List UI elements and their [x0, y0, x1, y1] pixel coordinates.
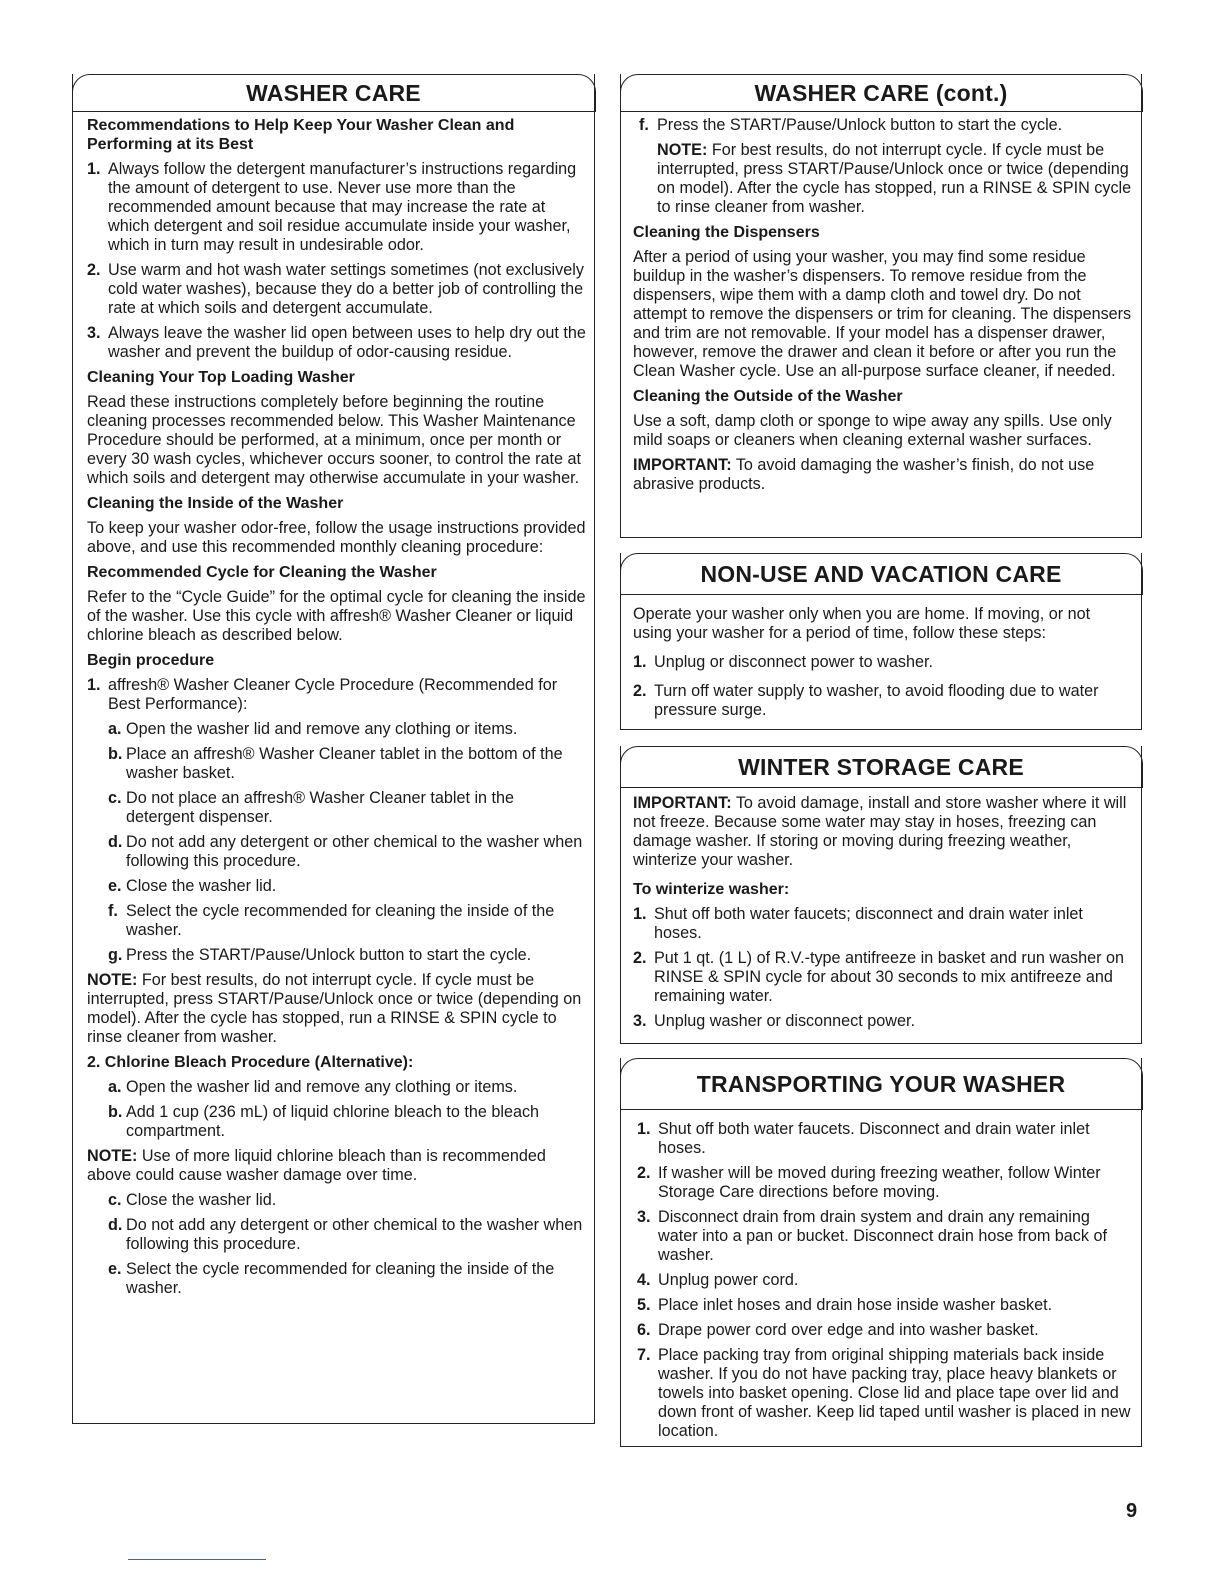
washer-care-section — [72, 74, 595, 1424]
sub-item: e. Select the cycle recommended for cleaning the inside of the washer. — [108, 1260, 555, 1297]
sub-item: f. Press the START/Pause/Unlock button to start the cycle. — [639, 116, 1063, 134]
paragraph: Operate your washer only when you are home. If moving, or not using your washer for a period of time, follow these steps: — [633, 605, 1091, 642]
sub-item: a. Open the washer lid and remove any clothing or items. — [108, 1078, 518, 1096]
list-item: 2. Turn off water supply to washer, to avoid flooding due to water pressure surge. — [633, 682, 1099, 719]
section-content — [73, 112, 594, 1312]
paragraph: To keep your washer odor-free, follow the usage instructions provided above, and use this recommended monthly cleaning procedure: — [87, 519, 586, 556]
heading-cleaning-outside: Cleaning the Outside of the Washer — [633, 388, 903, 405]
note: NOTE: Use of more liquid chlorine bleach than is recommended above could cause washer damage over time. — [87, 1147, 546, 1184]
list-item: 2. Put 1 qt. (1 L) of R.V.-type antifreeze in basket and run washer on RINSE & SPIN cycle for about 30 seconds to mix antifreeze and remaining water. — [633, 949, 1125, 1005]
heading-chlorine-procedure: 2. Chlorine Bleach Procedure (Alternative): — [87, 1054, 414, 1071]
list-item: 7. Place packing tray from original shipping materials back inside washer. If you do not have packing tray, place heavy blankets or towels into basket opening. Close lid and place tape over lid and down front of washer. Keep lid taped until washer is placed in new location. — [637, 1346, 1131, 1440]
section-title: WASHER CARE (cont.) — [620, 74, 1143, 112]
heading-cleaning-top-loading: Cleaning Your Top Loading Washer — [87, 369, 355, 386]
note: NOTE: For best results, do not interrupt cycle. If cycle must be interrupted, press START/Pause/Unlock once or twice (depending on model). After the cycle has stopped, run a RINSE & SPIN cycle to rinse cleaner from washer. — [657, 141, 1132, 216]
sub-item: g. Press the START/Pause/Unlock button to start the cycle. — [108, 946, 532, 964]
section-content — [621, 601, 1141, 734]
paragraph: Use a soft, damp cloth or sponge to wipe away any spills. Use only mild soaps or cleaners when cleaning external washer surfaces. — [633, 412, 1112, 449]
sub-item: a. Open the washer lid and remove any clothing or items. — [108, 720, 518, 738]
list-item: 4. Unplug power cord. — [637, 1271, 799, 1289]
important-note: IMPORTANT: To avoid damaging the washer’s finish, do not use abrasive products. — [633, 456, 1095, 493]
heading-recommended-cycle: Recommended Cycle for Cleaning the Washer — [87, 564, 437, 581]
washer-care-cont-section — [620, 74, 1142, 538]
non-use-vacation-section — [620, 553, 1142, 730]
list-item: 1. Always follow the detergent manufacturer’s instructions regarding the amount of detergent to use. Never use more than the recommended amount because that may increase the rate at which detergent and soil residue accumulate inside your washer, which in turn may result in undesirable odor. — [87, 160, 577, 254]
section-title: NON-USE AND VACATION CARE — [620, 553, 1143, 595]
heading-to-winterize: To winterize washer: — [633, 881, 790, 898]
paragraph: Read these instructions completely before beginning the routine cleaning processes recommended below. This Washer Maintenance Procedure should be performed, at a minimum, once per month or every 30 wash cycles, whichever occurs sooner, to control the rate at which soils and detergent may otherwise accumulate in your washer. — [87, 393, 581, 487]
sub-item: b. Place an affresh® Washer Cleaner tablet in the bottom of the washer basket. — [108, 745, 563, 782]
heading-cleaning-dispensers: Cleaning the Dispensers — [633, 224, 820, 241]
page-number: 9 — [1126, 1500, 1138, 1522]
list-item: 1. Shut off both water faucets; disconnect and drain water inlet hoses. — [633, 905, 1083, 942]
sub-item: c. Do not place an affresh® Washer Cleaner tablet in the detergent dispenser. — [108, 789, 515, 826]
sub-item: b. Add 1 cup (236 mL) of liquid chlorine bleach to the bleach compartment. — [108, 1103, 540, 1140]
list-item: 1. Unplug or disconnect power to washer. — [633, 653, 933, 671]
section-title: WINTER STORAGE CARE — [620, 746, 1143, 788]
sub-item: f. Select the cycle recommended for cleaning the inside of the washer. — [108, 902, 555, 939]
list-item: 3. Unplug washer or disconnect power. — [633, 1012, 915, 1030]
section-content — [621, 1116, 1141, 1455]
section-title: WASHER CARE — [72, 74, 596, 112]
procedure-item: 1. affresh® Washer Cleaner Cycle Procedure (Recommended for Best Performance): — [87, 676, 558, 713]
section-content — [621, 790, 1141, 1045]
important-note: IMPORTANT: To avoid damage, install and store washer where it will not freeze. Because some water may stay in hoses, freezing can damage washer. If storing or moving during freezing weather, winterize your washer. — [633, 794, 1127, 869]
sub-item: d. Do not add any detergent or other chemical to the washer when following this procedure. — [108, 833, 583, 870]
list-item: 2. If washer will be moved during freezing weather, follow Winter Storage Care directions before moving. — [637, 1164, 1101, 1201]
list-item: 3. Always leave the washer lid open between uses to help dry out the washer and prevent the buildup of odor-causing residue. — [87, 324, 586, 361]
note: NOTE: For best results, do not interrupt cycle. If cycle must be interrupted, press START/Pause/Unlock once or twice (depending on model). After the cycle has stopped, run a RINSE & SPIN cycle to rinse cleaner from washer. — [87, 971, 582, 1046]
heading-begin-procedure: Begin procedure — [87, 652, 215, 669]
sub-item: c. Close the washer lid. — [108, 1191, 277, 1209]
list-item: 2. Use warm and hot wash water settings sometimes (not exclusively cold water washes), because they do a better job of controlling the rate at which soils and detergent accumulate. — [87, 261, 584, 317]
list-item: 3. Disconnect drain from drain system and drain any remaining water into a pan or bucket. Disconnect drain hose from back of washer. — [637, 1208, 1107, 1264]
list-item: 1. Shut off both water faucets. Disconnect and drain water inlet hoses. — [637, 1120, 1090, 1157]
heading-recommendations: Recommendations to Help Keep Your Washer Clean and Performing at its Best — [87, 117, 515, 153]
paragraph: After a period of using your washer, you may find some residue buildup in the washer’s dispensers. To remove residue from the dispensers, wipe them with a damp cloth and towel dry. Do not attempt to remove the dispensers or trim for cleaning. The dispensers and trim are not removable. If your model has a dispenser drawer, however, remove the drawer and clean it before or after you run the Clean Washer cycle. Use an all-purpose surface cleaner, if needed. — [633, 248, 1132, 380]
paragraph: Refer to the “Cycle Guide” for the optimal cycle for cleaning the inside of the washer. Use this cycle with affresh® Washer Cleaner or liquid chlorine bleach as described below. — [87, 588, 586, 644]
list-item: 5. Place inlet hoses and drain hose inside washer basket. — [637, 1296, 1053, 1314]
footer-rule — [128, 1559, 266, 1560]
sub-item: e. Close the washer lid. — [108, 877, 277, 895]
heading-cleaning-inside: Cleaning the Inside of the Washer — [87, 495, 344, 512]
section-title: TRANSPORTING YOUR WASHER — [620, 1058, 1143, 1110]
winter-storage-section — [620, 746, 1142, 1044]
section-content — [621, 112, 1141, 508]
sub-item: d. Do not add any detergent or other chemical to the washer when following this procedure. — [108, 1216, 583, 1253]
transporting-section — [620, 1058, 1142, 1447]
list-item: 6. Drape power cord over edge and into washer basket. — [637, 1321, 1039, 1339]
